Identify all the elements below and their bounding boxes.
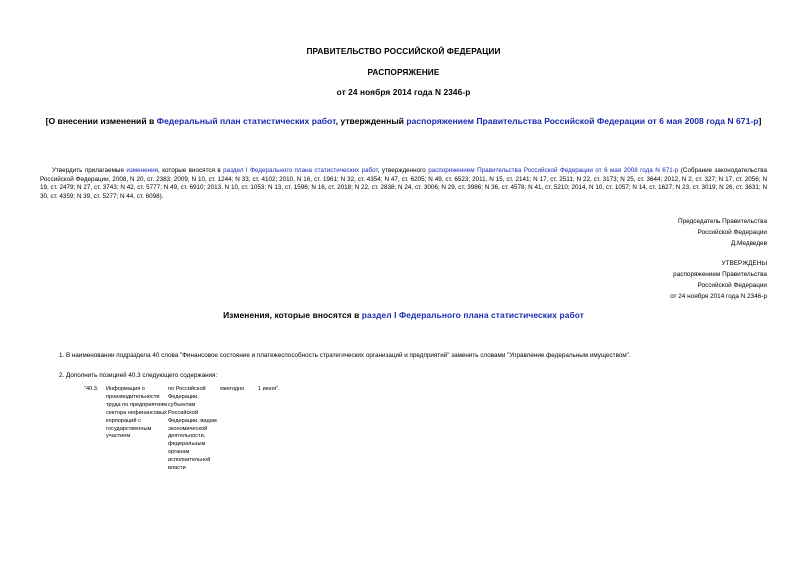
cell-breakdown: по Российской Федерации, субъектам Российской Федерации, видам экономической деятельности, федеральным органам исполнительной власти — [168, 386, 217, 472]
title-text-3: ] — [758, 116, 762, 126]
changes-link[interactable]: изменения — [126, 167, 159, 174]
cell-number: "40.3. — [84, 386, 99, 392]
title-text-1: [О внесении изменений в — [45, 116, 157, 126]
position-table — [84, 386, 298, 473]
body-text-2: , которые вносятся в — [158, 167, 224, 174]
body-text-4: (Собрание законодательства Российской Федерации, 2008, N 20, ст. 2383; 2009, N 10, ст. 1244; N 33, ст. 4102; 2010, N 16, ст. 1961; N 32, ст. 4354; N 47, ст. 6205; N 49, ст. 6523; 2011, N 15, ст. 2141; N 17, ст. 2511; N 22, ст. 3173; N 25, ст. 3644; 2012, N 2, ст. 327; N 17, ст. 2056; N 19, ст. 2479; N 27, ст. 3743; N 42, ст. 5777; N 49, ст. 6910; 2013, N 10, ст. 1053; N 13, ст. 1596; N 16, ст. 2018; N 22, ст. 2838; N 24, ст. 3006; N 29, ст. 3986; N 36, ст. 4578; N 41, ст. 5210; 2014, N 10, ст. 1057; N 14, ст. 1627; N 23, ст. 3019; N 26, ст. 3631; N 30, ст. 4359; N 39, ст. 5277; N 44, ст. 6098). — [40, 167, 767, 201]
approved-block — [527, 258, 767, 302]
approved-line-2: распоряжением Правительства — [673, 271, 767, 278]
order-671-body-link[interactable]: распоряжением Правительства Российской Федерации от 6 мая 2008 года N 671-р — [428, 167, 679, 174]
table-row — [84, 386, 298, 473]
changes-heading — [0, 310, 807, 320]
body-text-3: , утвержденного — [377, 167, 429, 174]
doc-date: от 24 ноября 2014 года N 2346-р — [336, 87, 471, 97]
section-1-link[interactable]: раздел I Федерального плана статистических работ — [223, 167, 378, 174]
approved-line-4: от 24 ноября 2014 года N 2346-р — [670, 293, 767, 300]
main-paragraph — [40, 167, 767, 202]
item-2: 2. Дополнить позицией 40.3 следующего содержания: — [59, 372, 218, 379]
changes-heading-text: Изменения, которые вносятся в — [223, 310, 362, 320]
cell-description: Информация о производительности труда по предприятиям сектора нефинансовых корпораций с государственным участием — [106, 386, 168, 440]
signature-line-3: Д.Медведев — [730, 240, 767, 247]
changes-heading-link[interactable]: раздел I Федерального плана статистических работ — [361, 310, 584, 320]
body-text-1: Утвердить прилагаемые — [52, 167, 127, 174]
title-text-2: , утвержденный — [335, 116, 407, 126]
signature-block — [527, 216, 767, 249]
signature-line-2: Российской Федерации — [697, 229, 767, 236]
approved-line-3: Российской Федерации — [697, 282, 767, 289]
federal-plan-link[interactable]: Федеральный план статистических работ — [156, 116, 336, 126]
doc-type: РАСПОРЯЖЕНИЕ — [367, 67, 440, 77]
cell-periodicity: ежегодно — [220, 386, 245, 392]
item-1: 1. В наименовании подраздела 40 слова "Финансовое состояние и платежеспособность стратегических организаций и предприятий" заменить словами "Управление федеральным имуществом". — [59, 352, 631, 359]
approved-line-1: УТВЕРЖДЕНЫ — [721, 260, 767, 267]
order-671-link[interactable]: распоряжением Правительства Российской Федерации от 6 мая 2008 года N 671-р — [406, 116, 759, 126]
org-name: ПРАВИТЕЛЬСТВО РОССИЙСКОЙ ФЕДЕРАЦИИ — [306, 46, 501, 56]
cell-deadline: 1 июня". — [258, 386, 280, 392]
document-title — [40, 115, 767, 127]
signature-line-1: Председатель Правительства — [678, 218, 767, 225]
